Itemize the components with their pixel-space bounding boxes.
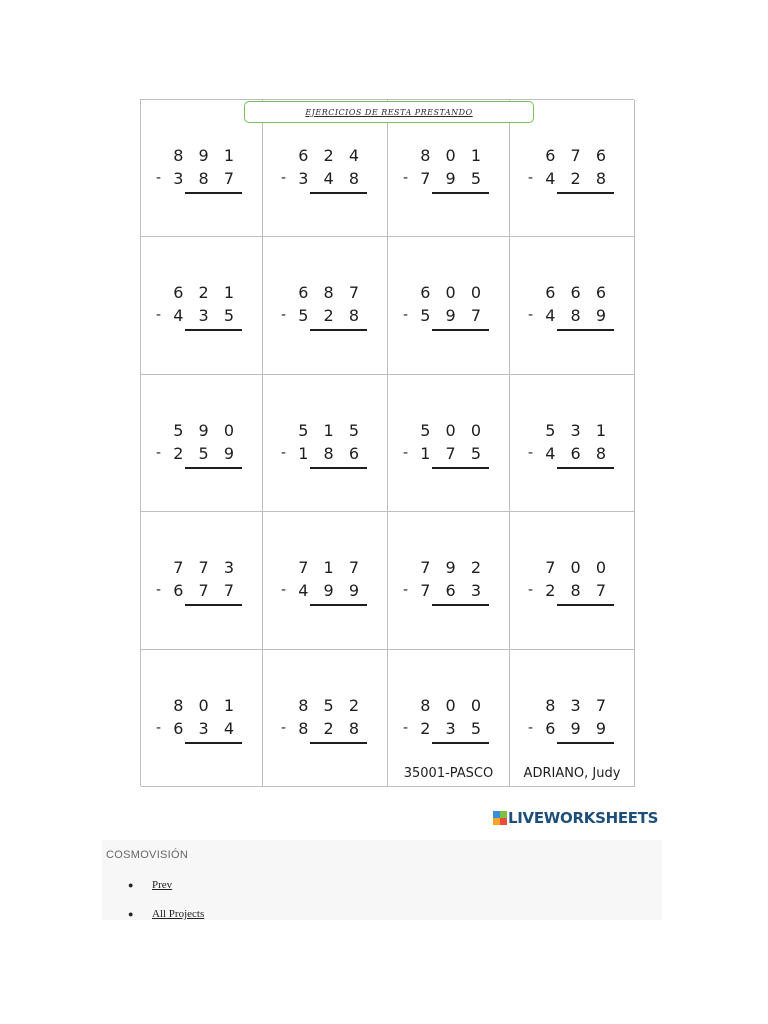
problem-cell (388, 650, 510, 787)
minuend: 8 0 1 (420, 146, 486, 165)
answer-line (432, 742, 489, 744)
minus-sign: - (281, 307, 287, 324)
minus-sign: - (281, 170, 287, 186)
problem-cell (263, 237, 388, 374)
bullet-icon: ● (128, 909, 134, 919)
minus-sign: - (403, 307, 409, 324)
subtrahend: 2 8 7 (545, 581, 611, 601)
minuend: 6 0 0 (420, 283, 486, 303)
minus-sign: - (403, 170, 409, 186)
minuend: 6 7 6 (545, 146, 611, 165)
minus-sign: - (528, 719, 534, 736)
minus-sign: - (528, 444, 534, 461)
minuend: 5 3 1 (545, 420, 611, 440)
minus-sign: - (281, 582, 287, 599)
minus-sign: - (156, 582, 162, 599)
minuend: 5 9 0 (173, 420, 239, 440)
answer-line (310, 192, 367, 194)
problem-cell (263, 375, 388, 512)
minuend: 6 2 4 (298, 146, 364, 165)
answer-line (185, 329, 242, 331)
answer-line (432, 467, 489, 469)
list-item-all-projects (128, 908, 204, 920)
subtrahend: 4 3 5 (173, 306, 239, 326)
subtraction-problem (152, 696, 242, 756)
subtraction-problem (399, 421, 489, 481)
minus-sign: - (281, 444, 287, 461)
answer-line (185, 467, 242, 469)
brand-name: LIVEWORKSHEETS (508, 809, 659, 827)
minus-sign: - (403, 444, 409, 461)
subtraction-problem (524, 558, 614, 618)
subtraction-problem (399, 558, 489, 618)
minuend: 5 1 5 (298, 420, 364, 440)
answer-line (557, 329, 614, 331)
problem-cell (263, 512, 388, 649)
answer-line (310, 329, 367, 331)
problem-cell (141, 512, 263, 649)
minuend: 7 9 2 (420, 558, 486, 578)
minus-sign: - (156, 444, 162, 461)
section-label: COSMOVISIÓN (106, 849, 189, 861)
problem-cell (510, 375, 635, 512)
liveworksheets-logo-icon (493, 811, 507, 825)
subtrahend: 2 3 5 (420, 718, 486, 738)
subtrahend: 1 7 5 (420, 443, 486, 463)
answer-line (310, 467, 367, 469)
minuend: 8 9 1 (173, 146, 239, 165)
answer-line (432, 329, 489, 331)
subtraction-problem (152, 283, 242, 343)
minus-sign: - (403, 582, 409, 599)
minuend: 8 3 7 (545, 695, 611, 715)
subtrahend: 6 9 9 (545, 718, 611, 738)
minuend: 7 0 0 (545, 558, 611, 578)
list-item-prev (128, 879, 172, 891)
all-projects-link[interactable]: All Projects (152, 908, 205, 920)
problem-cell (141, 650, 263, 787)
subtrahend: 3 4 8 (298, 169, 364, 188)
bullet-icon: ● (128, 880, 134, 890)
problem-cell (388, 375, 510, 512)
subtraction-problem (524, 146, 614, 206)
answer-line (185, 192, 242, 194)
answer-line (310, 742, 367, 744)
subtraction-problem (399, 146, 489, 206)
subtraction-problem (399, 696, 489, 756)
minus-sign: - (528, 170, 534, 186)
minuend: 8 0 0 (420, 695, 486, 715)
minus-sign: - (281, 719, 287, 736)
answer-line (432, 192, 489, 194)
subtraction-problem (524, 421, 614, 481)
subtrahend: 6 3 4 (173, 718, 239, 738)
problem-cell (141, 237, 263, 374)
answer-line (557, 742, 614, 744)
subtraction-problem (277, 283, 367, 343)
liveworksheets-brand[interactable] (493, 809, 658, 827)
subtrahend: 4 6 8 (545, 443, 611, 463)
subtrahend: 2 5 9 (173, 443, 239, 463)
answer-line (185, 742, 242, 744)
subtrahend: 3 8 7 (173, 169, 239, 188)
minus-sign: - (528, 582, 534, 599)
minuend: 8 5 2 (298, 695, 364, 715)
problem-cell (510, 650, 635, 787)
answer-line (557, 604, 614, 606)
subtrahend: 6 7 7 (173, 581, 239, 601)
answer-line (432, 604, 489, 606)
minus-sign: - (403, 719, 409, 736)
minus-sign: - (156, 307, 162, 324)
minuend: 6 8 7 (298, 283, 364, 303)
school-code: 35001-PASCO (403, 765, 494, 781)
problem-cell (388, 512, 510, 649)
subtrahend: 5 2 8 (298, 306, 364, 326)
problem-cell (510, 512, 635, 649)
minus-sign: - (156, 719, 162, 736)
subtraction-problem (152, 421, 242, 481)
minuend: 8 0 1 (173, 695, 239, 715)
prev-link[interactable]: Prev (152, 879, 173, 891)
answer-line (557, 192, 614, 194)
subtraction-problem (152, 146, 242, 206)
subtraction-problem (524, 696, 614, 756)
subtraction-problem (524, 283, 614, 343)
subtraction-problem (277, 146, 367, 206)
problem-cell (141, 375, 263, 512)
subtraction-problem (399, 283, 489, 343)
answer-line (185, 604, 242, 606)
minus-sign: - (528, 307, 534, 324)
minuend: 7 1 7 (298, 558, 364, 578)
subtraction-problem (277, 421, 367, 481)
minuend: 7 7 3 (173, 558, 239, 578)
minus-sign: - (156, 170, 162, 186)
worksheet-title: EJERCICIOS DE RESTA PRESTANDO (244, 101, 534, 123)
problem-cell (263, 650, 388, 787)
subtrahend: 7 9 5 (420, 169, 486, 188)
subtrahend: 4 2 8 (545, 169, 611, 188)
minuend: 6 6 6 (545, 283, 611, 303)
answer-line (557, 467, 614, 469)
subtrahend: 7 6 3 (420, 581, 486, 601)
minuend: 6 2 1 (173, 283, 239, 303)
subtraction-problem (277, 696, 367, 756)
subtraction-problem (277, 558, 367, 618)
author-name: ADRIANO, Judy (523, 765, 621, 781)
problem-cell (388, 237, 510, 374)
subtrahend: 1 8 6 (298, 443, 364, 463)
subtrahend: 4 9 9 (298, 581, 364, 601)
answer-line (310, 604, 367, 606)
subtraction-problem (152, 558, 242, 618)
subtrahend: 8 2 8 (298, 718, 364, 738)
subtrahend: 4 8 9 (545, 306, 611, 326)
problem-cell (510, 237, 635, 374)
minuend: 5 0 0 (420, 420, 486, 440)
subtrahend: 5 9 7 (420, 306, 486, 326)
worksheet-grid (140, 99, 634, 786)
